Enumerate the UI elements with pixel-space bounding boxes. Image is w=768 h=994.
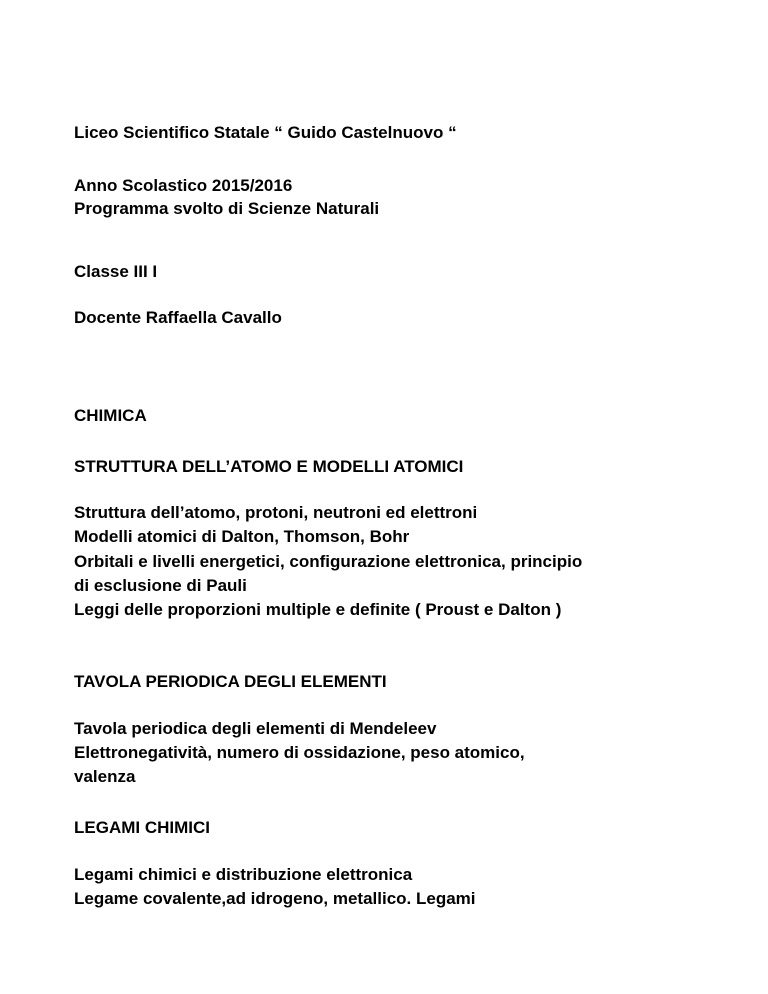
subject-heading: CHIMICA bbox=[74, 406, 147, 425]
school-year: Anno Scolastico 2015/2016 bbox=[74, 176, 293, 195]
section-line: Legame covalente,ad idrogeno, metallico. Legami bbox=[74, 889, 476, 908]
class-label: Classe III I bbox=[74, 262, 158, 281]
section-line: Orbitali e livelli energetici, configurazione elettronica, principio bbox=[74, 552, 583, 571]
section-line: di esclusione di Pauli bbox=[74, 576, 247, 595]
teacher-name: Docente Raffaella Cavallo bbox=[74, 308, 282, 327]
school-name: Liceo Scientifico Statale “ Guido Castelnuovo “ bbox=[74, 123, 457, 142]
section-line: Elettronegatività, numero di ossidazione, peso atomico, bbox=[74, 743, 525, 762]
section-line: Leggi delle proporzioni multiple e definite ( Proust e Dalton ) bbox=[74, 600, 562, 619]
section-title-atom: STRUTTURA DELL’ATOMO E MODELLI ATOMICI bbox=[74, 457, 464, 476]
section-line: Tavola periodica degli elementi di Mendeleev bbox=[74, 719, 437, 738]
section-line: valenza bbox=[74, 767, 136, 786]
section-title-periodic: TAVOLA PERIODICA DEGLI ELEMENTI bbox=[74, 672, 387, 691]
section-line: Modelli atomici di Dalton, Thomson, Bohr bbox=[74, 527, 410, 546]
section-title-bonds: LEGAMI CHIMICI bbox=[74, 818, 210, 837]
program-title: Programma svolto di Scienze Naturali bbox=[74, 199, 380, 218]
section-line: Legami chimici e distribuzione elettronica bbox=[74, 865, 413, 884]
section-line: Struttura dell’atomo, protoni, neutroni ed elettroni bbox=[74, 503, 478, 522]
